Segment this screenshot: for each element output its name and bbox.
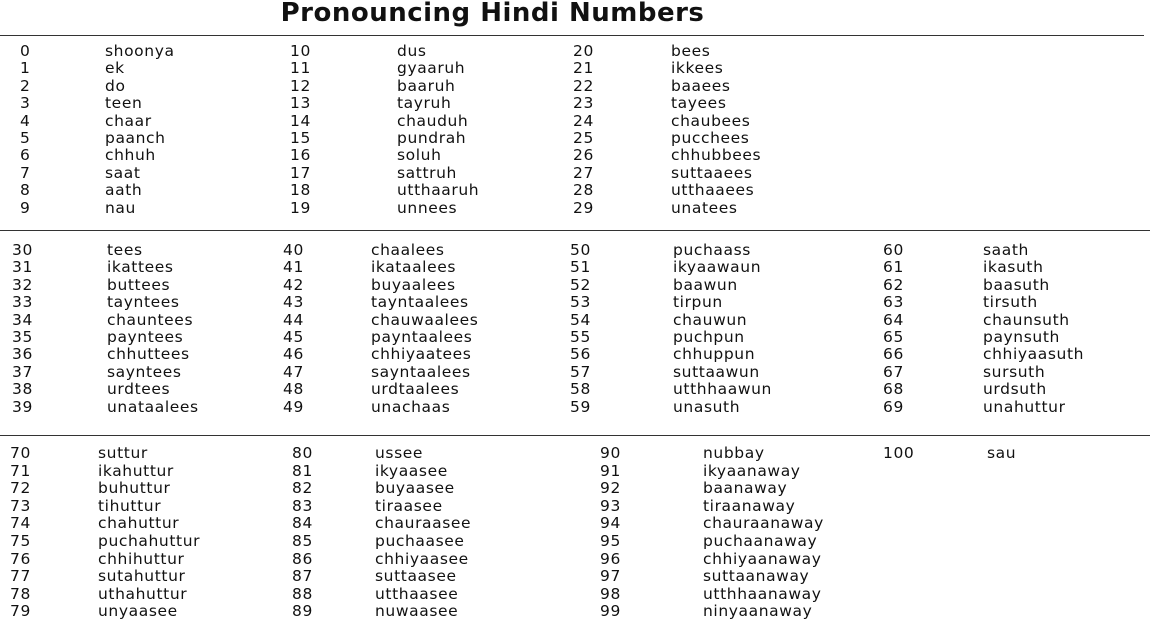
hindi-word: tirpun	[673, 293, 723, 311]
numeral: 80	[292, 444, 313, 462]
hindi-word: suttaanaway	[703, 567, 810, 585]
numeral: 89	[292, 602, 313, 620]
hindi-word: bees	[671, 42, 711, 60]
hindi-word: teen	[105, 94, 143, 112]
hindi-word: puchaasee	[375, 532, 465, 550]
hindi-word: utthhaanaway	[703, 585, 822, 603]
numeral: 48	[283, 380, 304, 398]
numeral: 47	[283, 363, 304, 381]
hindi-word: soluh	[397, 146, 442, 164]
numeral: 91	[600, 462, 621, 480]
numeral: 30	[12, 241, 33, 259]
numeral: 49	[283, 398, 304, 416]
hindi-word: buttees	[107, 276, 171, 294]
hindi-word: uthahuttur	[98, 585, 188, 603]
hindi-word: ek	[105, 59, 125, 77]
numeral: 96	[600, 550, 621, 568]
hindi-word: ikataalees	[371, 258, 457, 276]
hindi-word: chauntees	[107, 311, 194, 329]
numeral: 31	[12, 258, 33, 276]
hindi-word: tihuttur	[98, 497, 162, 515]
hindi-word: do	[105, 77, 126, 95]
hindi-word: puchaanaway	[703, 532, 818, 550]
hindi-word: aath	[105, 181, 143, 199]
numeral: 50	[570, 241, 591, 259]
numeral: 58	[570, 380, 591, 398]
hindi-word: suttur	[98, 444, 148, 462]
numeral: 5	[20, 129, 31, 147]
numeral: 25	[573, 129, 594, 147]
hindi-word: tayntaalees	[371, 293, 469, 311]
hindi-word: tayruh	[397, 94, 452, 112]
hindi-word: chaunsuth	[983, 311, 1070, 329]
numeral: 9	[20, 199, 31, 217]
hindi-word: ninyaanaway	[703, 602, 813, 620]
numeral: 44	[283, 311, 304, 329]
numeral: 78	[10, 585, 31, 603]
numeral: 100	[883, 444, 915, 462]
hindi-word: sutahuttur	[98, 567, 186, 585]
hindi-word: unyaasee	[98, 602, 178, 620]
hindi-word: ikattees	[107, 258, 174, 276]
numeral: 79	[10, 602, 31, 620]
hindi-word: utthhaawun	[673, 380, 772, 398]
hindi-word: ikasuth	[983, 258, 1044, 276]
numeral: 34	[12, 311, 33, 329]
numeral: 39	[12, 398, 33, 416]
numeral: 81	[292, 462, 313, 480]
numeral: 46	[283, 345, 304, 363]
hindi-word: chhiyaasuth	[983, 345, 1085, 363]
hindi-word: saat	[105, 164, 141, 182]
numeral: 18	[290, 181, 311, 199]
hindi-word: utthaaees	[671, 181, 755, 199]
numeral: 62	[883, 276, 904, 294]
divider	[0, 230, 1150, 231]
hindi-word: puchaass	[673, 241, 751, 259]
numeral: 59	[570, 398, 591, 416]
numeral: 55	[570, 328, 591, 346]
numeral: 51	[570, 258, 591, 276]
hindi-word: sursuth	[983, 363, 1046, 381]
numeral: 76	[10, 550, 31, 568]
hindi-word: unataalees	[107, 398, 199, 416]
numeral: 10	[290, 42, 311, 60]
hindi-word: payntaalees	[371, 328, 473, 346]
numeral: 87	[292, 567, 313, 585]
hindi-word: buhuttur	[98, 479, 171, 497]
hindi-word: chhuppun	[673, 345, 756, 363]
numeral: 24	[573, 112, 594, 130]
numeral: 33	[12, 293, 33, 311]
hindi-word: sattruh	[397, 164, 457, 182]
hindi-word: puchahuttur	[98, 532, 201, 550]
hindi-word: nau	[105, 199, 136, 217]
numeral: 92	[600, 479, 621, 497]
numeral: 26	[573, 146, 594, 164]
numeral: 3	[20, 94, 31, 112]
hindi-word: payntees	[107, 328, 184, 346]
hindi-word: pucchees	[671, 129, 750, 147]
hindi-word: ikyaawaun	[673, 258, 762, 276]
numeral: 90	[600, 444, 621, 462]
hindi-word: paanch	[105, 129, 166, 147]
numeral: 1	[20, 59, 31, 77]
numeral: 63	[883, 293, 904, 311]
hindi-word: chhuttees	[107, 345, 190, 363]
hindi-word: chhiyaasee	[375, 550, 469, 568]
hindi-word: pundrah	[397, 129, 467, 147]
numeral: 23	[573, 94, 594, 112]
numeral: 95	[600, 532, 621, 550]
hindi-word: urdtaalees	[371, 380, 460, 398]
hindi-word: chhubbees	[671, 146, 762, 164]
numeral: 75	[10, 532, 31, 550]
hindi-word: baawun	[673, 276, 738, 294]
numeral: 69	[883, 398, 904, 416]
numeral: 88	[292, 585, 313, 603]
numeral: 7	[20, 164, 31, 182]
hindi-word: chhiyaatees	[371, 345, 472, 363]
numeral: 57	[570, 363, 591, 381]
numeral: 64	[883, 311, 904, 329]
hindi-word: shoonya	[105, 42, 175, 60]
hindi-word: suttaawun	[673, 363, 760, 381]
hindi-word: urdtees	[107, 380, 171, 398]
numeral: 74	[10, 514, 31, 532]
hindi-word: chaalees	[371, 241, 445, 259]
hindi-word: paynsuth	[983, 328, 1060, 346]
hindi-word: sayntaalees	[371, 363, 471, 381]
numeral: 43	[283, 293, 304, 311]
numeral: 94	[600, 514, 621, 532]
numeral: 28	[573, 181, 594, 199]
numeral: 61	[883, 258, 904, 276]
numeral: 73	[10, 497, 31, 515]
numeral: 53	[570, 293, 591, 311]
hindi-word: puchpun	[673, 328, 745, 346]
divider	[0, 435, 1150, 436]
hindi-word: baanaway	[703, 479, 788, 497]
hindi-word: tayees	[671, 94, 727, 112]
numeral: 14	[290, 112, 311, 130]
numeral: 42	[283, 276, 304, 294]
numeral: 99	[600, 602, 621, 620]
hindi-word: unahuttur	[983, 398, 1066, 416]
hindi-word: chhihuttur	[98, 550, 185, 568]
numeral: 8	[20, 181, 31, 199]
hindi-word: chhuh	[105, 146, 156, 164]
numeral: 21	[573, 59, 594, 77]
numeral: 72	[10, 479, 31, 497]
numeral: 82	[292, 479, 313, 497]
numeral: 32	[12, 276, 33, 294]
hindi-word: nubbay	[703, 444, 765, 462]
numeral: 85	[292, 532, 313, 550]
numeral: 60	[883, 241, 904, 259]
numeral: 54	[570, 311, 591, 329]
numeral: 15	[290, 129, 311, 147]
hindi-word: ikyaasee	[375, 462, 448, 480]
hindi-word: ikahuttur	[98, 462, 174, 480]
hindi-word: baaruh	[397, 77, 456, 95]
numeral: 45	[283, 328, 304, 346]
numeral: 65	[883, 328, 904, 346]
numeral: 27	[573, 164, 594, 182]
numeral: 12	[290, 77, 311, 95]
numeral: 19	[290, 199, 311, 217]
hindi-word: ikkees	[671, 59, 724, 77]
numeral: 97	[600, 567, 621, 585]
numeral: 41	[283, 258, 304, 276]
hindi-word: suttaasee	[375, 567, 457, 585]
numeral: 67	[883, 363, 904, 381]
numeral: 36	[12, 345, 33, 363]
hindi-word: unasuth	[673, 398, 741, 416]
numeral: 0	[20, 42, 31, 60]
numeral: 71	[10, 462, 31, 480]
hindi-word: ussee	[375, 444, 424, 462]
hindi-word: suttaaees	[671, 164, 753, 182]
numeral: 68	[883, 380, 904, 398]
hindi-word: gyaaruh	[397, 59, 466, 77]
hindi-word: chauwaalees	[371, 311, 479, 329]
hindi-word: chauwun	[673, 311, 748, 329]
numeral: 66	[883, 345, 904, 363]
numeral: 83	[292, 497, 313, 515]
page-title: Pronouncing Hindi Numbers	[280, 0, 705, 28]
hindi-word: saath	[983, 241, 1029, 259]
numeral: 37	[12, 363, 33, 381]
hindi-word: unachaas	[371, 398, 451, 416]
numeral: 29	[573, 199, 594, 217]
divider	[0, 35, 1144, 36]
numeral: 13	[290, 94, 311, 112]
hindi-word: ikyaanaway	[703, 462, 801, 480]
hindi-word: unnees	[397, 199, 458, 217]
hindi-word: chauraasee	[375, 514, 472, 532]
numeral: 52	[570, 276, 591, 294]
numeral: 17	[290, 164, 311, 182]
hindi-word: baasuth	[983, 276, 1050, 294]
hindi-word: chahuttur	[98, 514, 180, 532]
numeral: 22	[573, 77, 594, 95]
numeral: 38	[12, 380, 33, 398]
hindi-word: tayntees	[107, 293, 180, 311]
numeral: 20	[573, 42, 594, 60]
hindi-word: chaubees	[671, 112, 751, 130]
hindi-word: buyaasee	[375, 479, 455, 497]
hindi-word: tees	[107, 241, 143, 259]
hindi-word: chauraanaway	[703, 514, 824, 532]
numeral: 84	[292, 514, 313, 532]
hindi-word: sau	[987, 444, 1017, 462]
hindi-word: utthaasee	[375, 585, 459, 603]
hindi-word: utthaaruh	[397, 181, 480, 199]
hindi-word: nuwaasee	[375, 602, 459, 620]
numeral: 16	[290, 146, 311, 164]
hindi-word: dus	[397, 42, 427, 60]
numeral: 93	[600, 497, 621, 515]
numeral: 70	[10, 444, 31, 462]
hindi-word: chhiyaanaway	[703, 550, 822, 568]
numeral: 4	[20, 112, 31, 130]
numeral: 86	[292, 550, 313, 568]
hindi-word: chaar	[105, 112, 152, 130]
numeral: 2	[20, 77, 31, 95]
hindi-word: tiraanaway	[703, 497, 796, 515]
numeral: 6	[20, 146, 31, 164]
hindi-word: baaees	[671, 77, 731, 95]
hindi-word: tirsuth	[983, 293, 1038, 311]
hindi-word: unatees	[671, 199, 738, 217]
hindi-word: chauduh	[397, 112, 469, 130]
numeral: 56	[570, 345, 591, 363]
numeral: 11	[290, 59, 311, 77]
hindi-word: tiraasee	[375, 497, 443, 515]
hindi-word: urdsuth	[983, 380, 1047, 398]
numeral: 77	[10, 567, 31, 585]
hindi-word: sayntees	[107, 363, 182, 381]
numeral: 98	[600, 585, 621, 603]
hindi-word: buyaalees	[371, 276, 456, 294]
numeral: 35	[12, 328, 33, 346]
numeral: 40	[283, 241, 304, 259]
